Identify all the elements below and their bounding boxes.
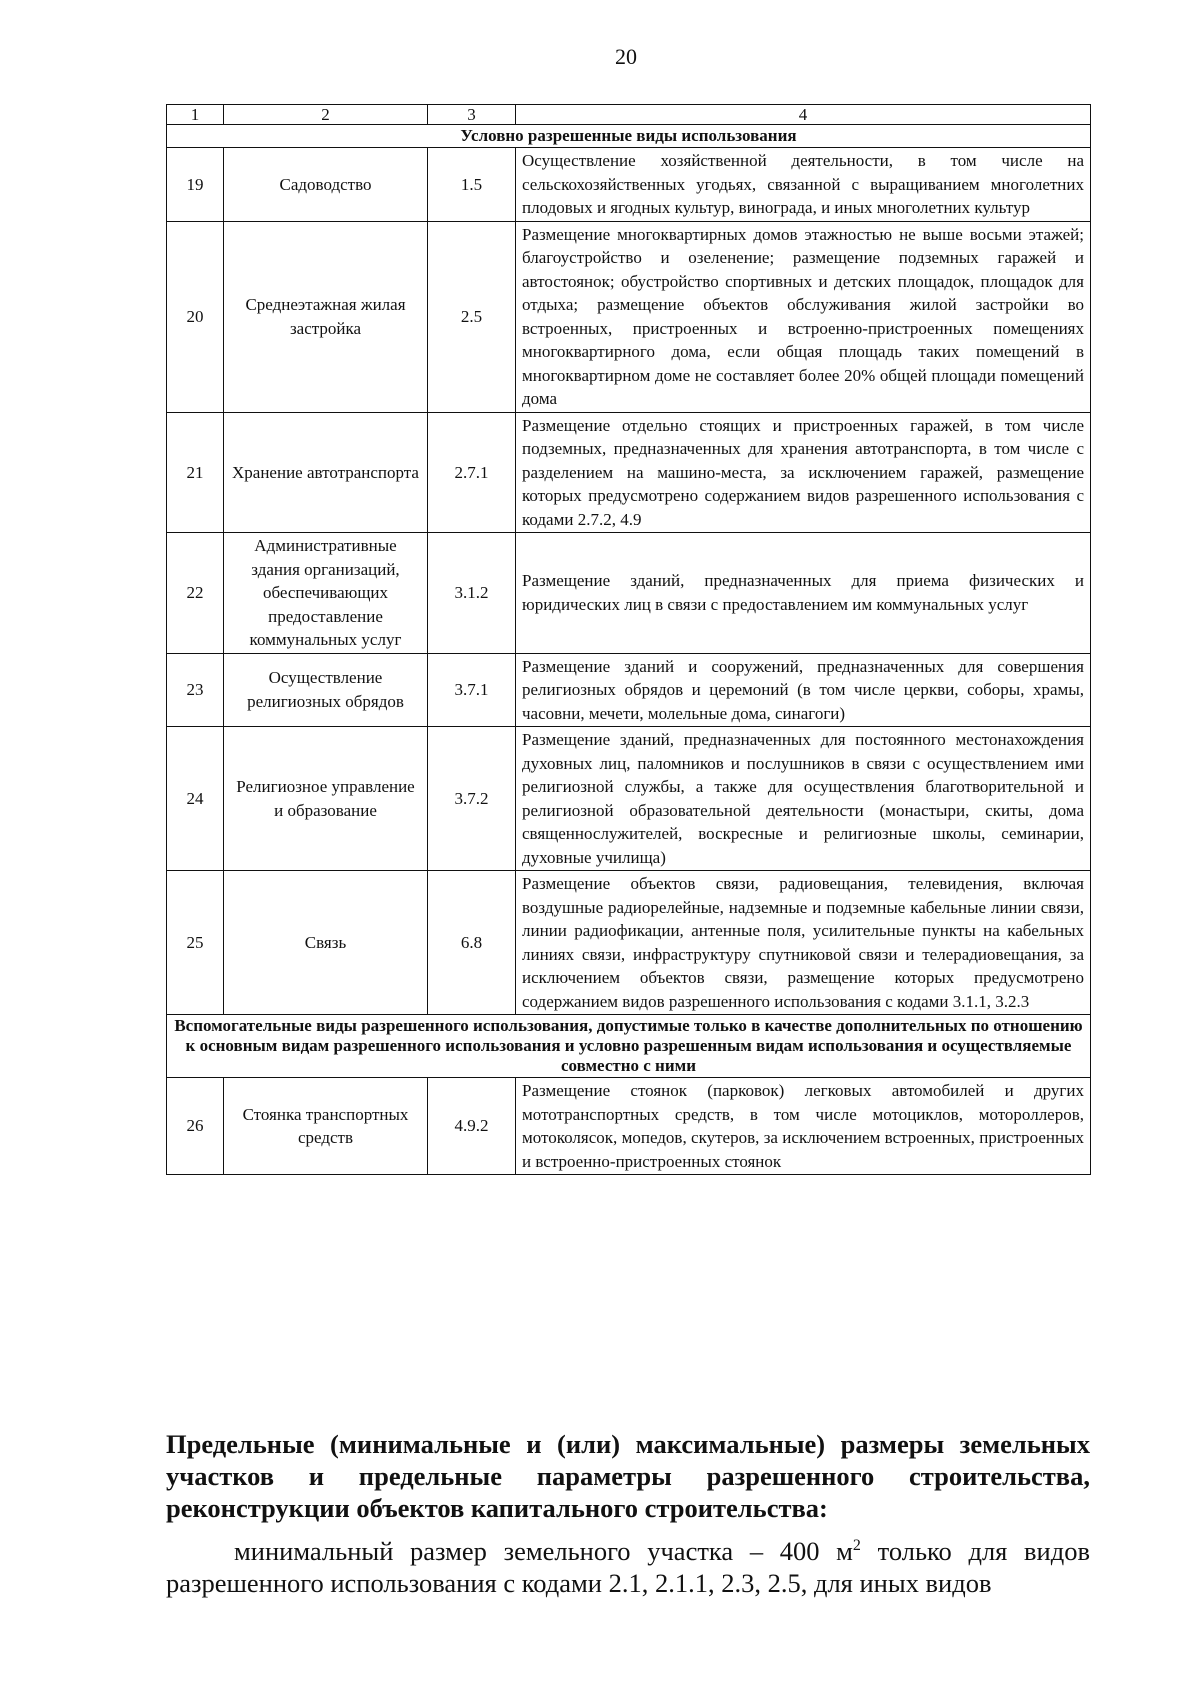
section-row [167, 1015, 1091, 1078]
unit-superscript: 2 [852, 1537, 861, 1554]
table-row [167, 727, 1091, 871]
row-code: 6.8 [428, 871, 516, 1015]
row-name: Стоянка транспортных средств [224, 1078, 428, 1175]
row-code: 3.7.1 [428, 653, 516, 727]
row-number: 25 [167, 871, 224, 1015]
row-description: Размещение отдельно стоящих и пристроенных гаражей, в том числе подземных, предназначенных для хранения автотранспорта, в том числе с разделением на машино-места, за исключением гаражей, размещение которых предусмотрено содержанием видов разрешенного использования с кодами 2.7.2, 4.9 [516, 412, 1091, 533]
table-row [167, 653, 1091, 727]
row-code: 4.9.2 [428, 1078, 516, 1175]
header-cell: 1 [167, 105, 224, 125]
row-code: 3.7.2 [428, 727, 516, 871]
limits-paragraph [166, 1530, 1090, 1599]
section-auxiliary-title: Вспомогательные виды разрешенного использования, допустимые только в качестве дополнительных по отношению к основным видам разрешенного использования и условно разрешенным видам использования и осуществляемые совместно с ними [167, 1015, 1091, 1078]
row-name: Среднеэтажная жилая застройка [224, 221, 428, 412]
row-description: Осуществление хозяйственной деятельности, в том числе на сельскохозяйственных угодьях, связанной с выращиванием многолетних плодовых и ягодных культур, винограда, и иных многолетних культур [516, 148, 1091, 222]
row-name: Связь [224, 871, 428, 1015]
row-name: Религиозное управление и образование [224, 727, 428, 871]
table-row [167, 412, 1091, 533]
row-description: Размещение зданий, предназначенных для приема физических и юридических лиц в связи с предоставлением им коммунальных услуг [516, 533, 1091, 654]
row-name: Административные здания организаций, обеспечивающих предоставление коммунальных услуг [224, 533, 428, 654]
row-description: Размещение объектов связи, радиовещания, телевидения, включая воздушные радиорелейные, надземные и подземные кабельные линии связи, линии радиофикации, антенные поля, усилительные пункты на кабельных линиях связи, инфраструктуру спутниковой связи и телерадиовещания, за исключением объектов связи, размещение которых предусмотрено содержанием видов разрешенного использования с кодами 3.1.1, 3.2.3 [516, 871, 1091, 1015]
row-code: 1.5 [428, 148, 516, 222]
row-number: 19 [167, 148, 224, 222]
table-row [167, 871, 1091, 1015]
header-cell: 3 [428, 105, 516, 125]
paragraph-rest: только для видов разрешенного использования с кодами 2.1, 2.1.1, 2.3, 2.5, для иных видов [166, 1535, 1090, 1598]
paragraph-start: минимальный размер земельного участка – 400 м [234, 1535, 853, 1566]
limits-heading: Предельные (минимальные и (или) максимальные) размеры земельных участков и предельные параметры разрешенного строительства, реконструкции объектов капитального строительства: [166, 1429, 1090, 1523]
row-description: Размещение зданий, предназначенных для постоянного местонахождения духовных лиц, паломников и послушников в связи с осуществлением ими религиозной службы, а также для осуществления благотворительной и религиозной образовательной деятельности (монастыри, скиты, дома священнослужителей, воскресные и религиозные школы, семинарии, духовные училища) [516, 727, 1091, 871]
row-name: Садоводство [224, 148, 428, 222]
row-number: 26 [167, 1078, 224, 1175]
row-number: 23 [167, 653, 224, 727]
table-row [167, 533, 1091, 654]
row-number: 20 [167, 221, 224, 412]
land-use-table [166, 104, 1091, 1175]
row-number: 21 [167, 412, 224, 533]
row-code: 2.7.1 [428, 412, 516, 533]
row-name: Хранение автотранспорта [224, 412, 428, 533]
section-row [167, 125, 1091, 148]
table-row [167, 1078, 1091, 1175]
row-number: 22 [167, 533, 224, 654]
row-name: Осуществление религиозных обрядов [224, 653, 428, 727]
row-code: 2.5 [428, 221, 516, 412]
page-number: 20 [615, 44, 637, 69]
header-cell: 2 [224, 105, 428, 125]
row-description: Размещение зданий и сооружений, предназначенных для совершения религиозных обрядов и церемоний (в том числе церкви, соборы, храмы, часовни, мечети, молельные дома, синагоги) [516, 653, 1091, 727]
table-row [167, 221, 1091, 412]
row-number: 24 [167, 727, 224, 871]
table-header-row [167, 105, 1091, 125]
row-code: 3.1.2 [428, 533, 516, 654]
header-cell: 4 [516, 105, 1091, 125]
row-description: Размещение стоянок (парковок) легковых автомобилей и других мототранспортных средств, в том числе мотоциклов, мотороллеров, мотоколясок, мопедов, скутеров, за исключением встроенных, пристроенных и встроенно-пристроенных стоянок [516, 1078, 1091, 1175]
section-conditional-title: Условно разрешенные виды использования [167, 125, 1091, 148]
table-row [167, 148, 1091, 222]
row-description: Размещение многоквартирных домов этажностью не выше восьми этажей; благоустройство и озеленение; размещение подземных гаражей и автостоянок; обустройство спортивных и детских площадок, площадок для отдыха; размещение объектов обслуживания жилой застройки во встроенных, пристроенных и встроенно-пристроенных помещениях многоквартирного дома, если общая площадь таких помещений в многоквартирном доме не составляет более 20% общей площади помещений дома [516, 221, 1091, 412]
